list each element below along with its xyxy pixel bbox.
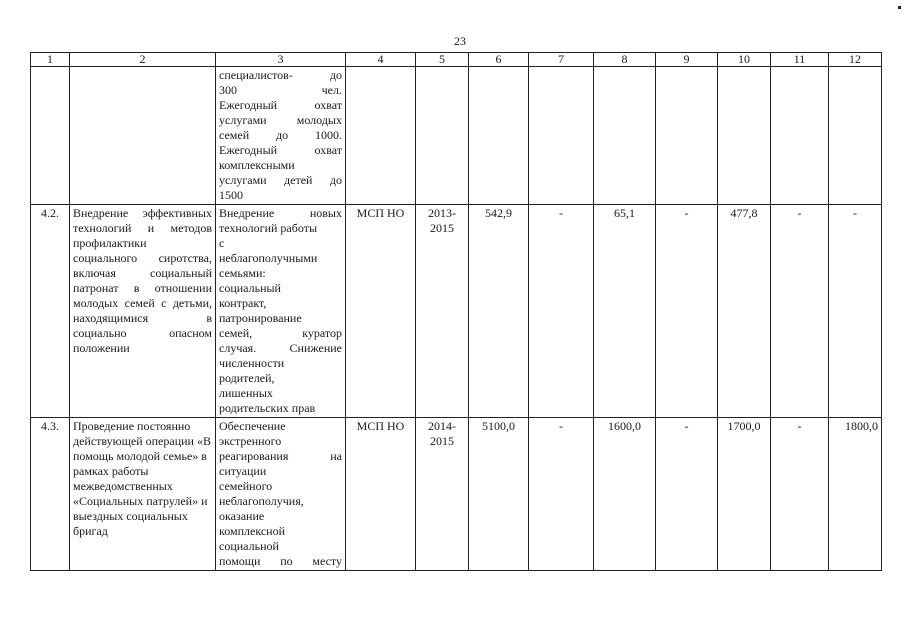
- value-cell: -: [771, 205, 829, 418]
- result-line: социальной: [219, 539, 279, 553]
- result-line: 300 чел.: [219, 83, 342, 97]
- result-line: оказание: [219, 509, 265, 523]
- result-line: Ежегодный охват: [219, 143, 342, 157]
- result-line: услугами детей до: [219, 173, 342, 187]
- item-number: 4.3.: [31, 418, 70, 571]
- value-cell: [594, 67, 656, 205]
- result-line: помощи по месту: [219, 554, 342, 568]
- period-cell: 2014-2015: [416, 418, 469, 571]
- table-row: [31, 205, 882, 418]
- column-header: 2: [70, 53, 216, 67]
- result-line: случая. Снижение: [219, 341, 342, 355]
- result-line: лишенных: [219, 386, 273, 400]
- result-line: семей, куратор: [219, 326, 342, 340]
- column-header: 10: [718, 53, 771, 67]
- column-header: 11: [771, 53, 829, 67]
- value-cell: -: [829, 205, 882, 418]
- result-line: родительских прав: [219, 401, 316, 415]
- executor-cell: МСП НО: [346, 418, 416, 571]
- table-row: [31, 418, 882, 571]
- result-line: реагирования на: [219, 449, 342, 463]
- value-cell: 1800,0: [829, 418, 882, 571]
- item-number: [31, 67, 70, 205]
- result-line: неблагополучными: [219, 251, 318, 265]
- column-header: 12: [829, 53, 882, 67]
- item-number: 4.2.: [31, 205, 70, 418]
- result-line: семей до 1000.: [219, 128, 342, 142]
- result-cell: [216, 418, 346, 571]
- value-cell: 65,1: [594, 205, 656, 418]
- page-number: 23: [454, 34, 466, 48]
- column-header: 1: [31, 53, 70, 67]
- result-line: Внедрение новых: [219, 206, 342, 220]
- result-line: патронирование: [219, 311, 302, 325]
- result-line: родителей,: [219, 371, 275, 385]
- executor-cell: МСП НО: [346, 205, 416, 418]
- result-line: комплексной: [219, 524, 286, 538]
- result-line: Ежегодный охват: [219, 98, 342, 112]
- result-line: технологий работы: [219, 221, 318, 235]
- result-line: с: [219, 236, 225, 250]
- result-line: комплексными: [219, 158, 295, 172]
- value-cell: -: [656, 418, 718, 571]
- value-cell: -: [656, 205, 718, 418]
- result-line: Обеспечение: [219, 419, 286, 433]
- measure-cell: [70, 67, 216, 205]
- result-line: услугами молодых: [219, 113, 342, 127]
- value-cell: -: [529, 418, 594, 571]
- value-cell: [829, 67, 882, 205]
- value-cell: [771, 67, 829, 205]
- result-line: специалистов- до: [219, 68, 342, 82]
- result-cell: [216, 205, 346, 418]
- program-table: [30, 52, 882, 571]
- column-header: 3: [216, 53, 346, 67]
- executor-cell: [346, 67, 416, 205]
- result-line: ситуации: [219, 464, 267, 478]
- table-row: [31, 67, 882, 205]
- value-cell: [529, 67, 594, 205]
- column-header: 5: [416, 53, 469, 67]
- value-cell: 1600,0: [594, 418, 656, 571]
- column-header: 6: [469, 53, 529, 67]
- result-line: 1500: [219, 188, 243, 202]
- value-cell: [718, 67, 771, 205]
- total-cell: 542,9: [469, 205, 529, 418]
- column-header: 8: [594, 53, 656, 67]
- result-line: семьями:: [219, 266, 266, 280]
- column-header: 4: [346, 53, 416, 67]
- result-line: семейного: [219, 479, 273, 493]
- total-cell: 5100,0: [469, 418, 529, 571]
- result-line: численности: [219, 356, 285, 370]
- result-line: экстренного: [219, 434, 282, 448]
- column-header: 9: [656, 53, 718, 67]
- measure-cell: Проведение постоянно действующей операции «В помощь молодой семье» в рамках работы межведомственных «Социальных патрулей» и выездных социальных бригад: [70, 418, 216, 571]
- value-cell: -: [529, 205, 594, 418]
- result-line: социальный: [219, 281, 281, 295]
- column-header: 7: [529, 53, 594, 67]
- result-line: контракт,: [219, 296, 267, 310]
- value-cell: [656, 67, 718, 205]
- value-cell: 1700,0: [718, 418, 771, 571]
- period-cell: 2013-2015: [416, 205, 469, 418]
- result-cell: [216, 67, 346, 205]
- measure-cell: Внедрение эффективных технологий и методов профилактики социального сиротства, включая социальный патронат в отношении молодых семей с детьми, находящимися в социально опасном положении: [70, 205, 216, 418]
- result-line: неблагополучия,: [219, 494, 304, 508]
- period-cell: [416, 67, 469, 205]
- value-cell: 477,8: [718, 205, 771, 418]
- total-cell: [469, 67, 529, 205]
- corner-mark: [898, 6, 901, 9]
- column-number-row: [31, 53, 882, 67]
- value-cell: -: [771, 418, 829, 571]
